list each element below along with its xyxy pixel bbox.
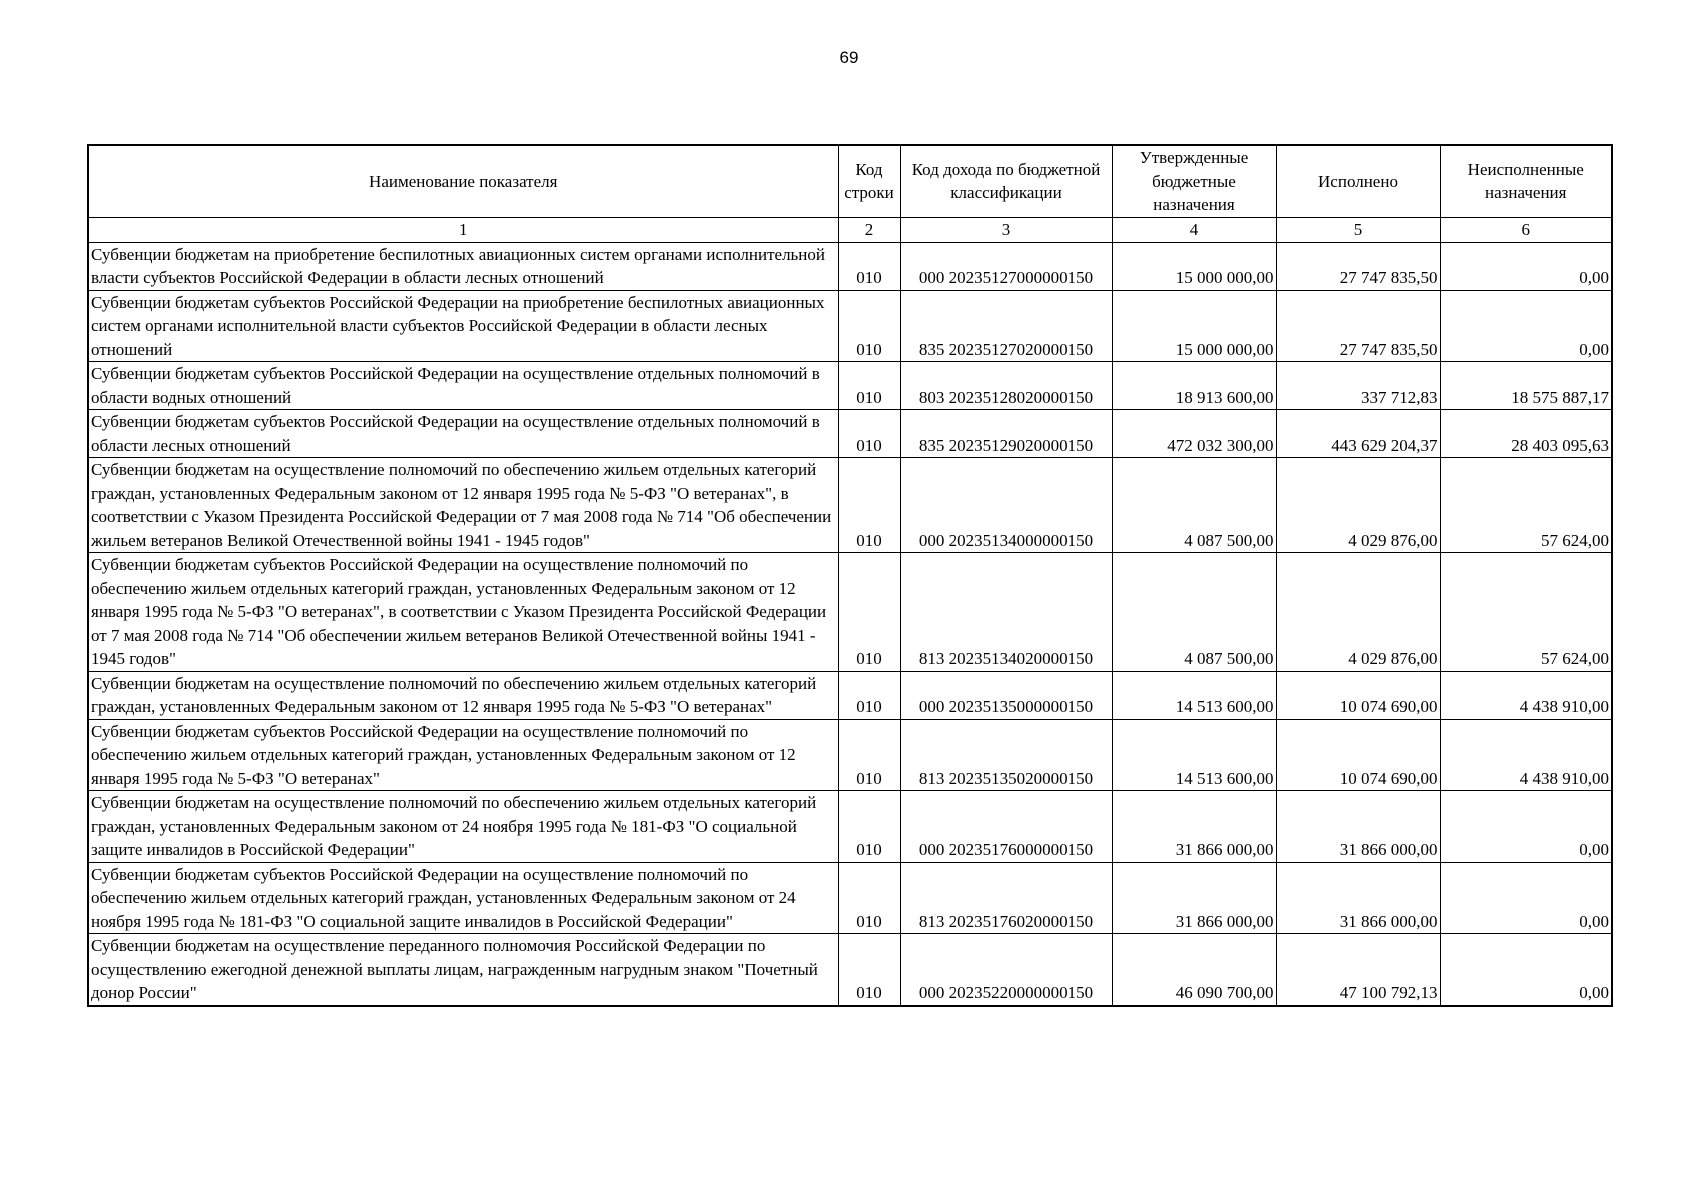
column-number: 6 (1440, 217, 1612, 242)
approved-amount: 472 032 300,00 (1112, 410, 1276, 458)
header-approved: Утвержденные бюджетные назначения (1112, 145, 1276, 217)
approved-amount: 46 090 700,00 (1112, 934, 1276, 1006)
budget-code: 813 20235135020000150 (900, 719, 1112, 791)
line-code: 010 (838, 410, 900, 458)
header-line-code: Код строки (838, 145, 900, 217)
header-executed: Исполнено (1276, 145, 1440, 217)
header-budget-code: Код дохода по бюджетной классификации (900, 145, 1112, 217)
approved-amount: 15 000 000,00 (1112, 290, 1276, 362)
table-row (88, 934, 1612, 1006)
approved-amount: 4 087 500,00 (1112, 553, 1276, 672)
indicator-name: Субвенции бюджетам субъектов Российской Федерации на осуществление полномочий по обеспечению жильем отдельных категорий граждан, установленных Федеральным законом от 24 ноября 1995 года № 181-ФЗ "О социальной защите инвалидов в Российской Федерации" (88, 862, 838, 934)
executed-amount: 4 029 876,00 (1276, 458, 1440, 553)
budget-code: 835 20235129020000150 (900, 410, 1112, 458)
unexecuted-amount: 57 624,00 (1440, 553, 1612, 672)
executed-amount: 337 712,83 (1276, 362, 1440, 410)
line-code: 010 (838, 791, 900, 863)
executed-amount: 31 866 000,00 (1276, 791, 1440, 863)
table-row (88, 458, 1612, 553)
line-code: 010 (838, 458, 900, 553)
table-header-row (88, 145, 1612, 217)
approved-amount: 18 913 600,00 (1112, 362, 1276, 410)
indicator-name: Субвенции бюджетам субъектов Российской Федерации на приобретение беспилотных авиационных систем органами исполнительной власти субъектов Российской Федерации в области лесных отношений (88, 290, 838, 362)
executed-amount: 4 029 876,00 (1276, 553, 1440, 672)
budget-code: 803 20235128020000150 (900, 362, 1112, 410)
indicator-name: Субвенции бюджетам на осуществление полномочий по обеспечению жильем отдельных категорий граждан, установленных Федеральным законом от 12 января 1995 года № 5-ФЗ "О ветеранах", в соответствии с Указом Президента Российской Федерации от 7 мая 2008 года № 714 "Об обеспечении жильем ветеранов Великой Отечественной войны 1941 - 1945 годов" (88, 458, 838, 553)
indicator-name: Субвенции бюджетам на приобретение беспилотных авиационных систем органами исполнительной власти субъектов Российской Федерации в области лесных отношений (88, 242, 838, 290)
column-number: 5 (1276, 217, 1440, 242)
unexecuted-amount: 4 438 910,00 (1440, 671, 1612, 719)
table-row (88, 290, 1612, 362)
budget-code: 813 20235134020000150 (900, 553, 1112, 672)
executed-amount: 27 747 835,50 (1276, 290, 1440, 362)
header-unexecuted: Неисполненные назначения (1440, 145, 1612, 217)
approved-amount: 15 000 000,00 (1112, 242, 1276, 290)
indicator-name: Субвенции бюджетам субъектов Российской Федерации на осуществление отдельных полномочий в области лесных отношений (88, 410, 838, 458)
unexecuted-amount: 18 575 887,17 (1440, 362, 1612, 410)
unexecuted-amount: 0,00 (1440, 934, 1612, 1006)
line-code: 010 (838, 671, 900, 719)
line-code: 010 (838, 553, 900, 672)
approved-amount: 14 513 600,00 (1112, 671, 1276, 719)
line-code: 010 (838, 862, 900, 934)
indicator-name: Субвенции бюджетам субъектов Российской Федерации на осуществление отдельных полномочий в области водных отношений (88, 362, 838, 410)
unexecuted-amount: 0,00 (1440, 242, 1612, 290)
column-number: 2 (838, 217, 900, 242)
executed-amount: 31 866 000,00 (1276, 862, 1440, 934)
indicator-name: Субвенции бюджетам субъектов Российской Федерации на осуществление полномочий по обеспечению жильем отдельных категорий граждан, установленных Федеральным законом от 12 января 1995 года № 5-ФЗ "О ветеранах", в соответствии с Указом Президента Российской Федерации от 7 мая 2008 года № 714 "Об обеспечении жильем ветеранов Великой Отечественной войны 1941 - 1945 годов" (88, 553, 838, 672)
unexecuted-amount: 57 624,00 (1440, 458, 1612, 553)
table-row (88, 242, 1612, 290)
line-code: 010 (838, 934, 900, 1006)
budget-code: 000 20235127000000150 (900, 242, 1112, 290)
table-row (88, 862, 1612, 934)
unexecuted-amount: 0,00 (1440, 290, 1612, 362)
line-code: 010 (838, 290, 900, 362)
approved-amount: 31 866 000,00 (1112, 862, 1276, 934)
line-code: 010 (838, 719, 900, 791)
line-code: 010 (838, 362, 900, 410)
approved-amount: 14 513 600,00 (1112, 719, 1276, 791)
executed-amount: 443 629 204,37 (1276, 410, 1440, 458)
table-row (88, 719, 1612, 791)
unexecuted-amount: 28 403 095,63 (1440, 410, 1612, 458)
header-indicator-name: Наименование показателя (88, 145, 838, 217)
line-code: 010 (838, 242, 900, 290)
indicator-name: Субвенции бюджетам на осуществление переданного полномочия Российской Федерации по осуществлению ежегодной денежной выплаты лицам, награжденным нагрудным знаком "Почетный донор России" (88, 934, 838, 1006)
budget-code: 813 20235176020000150 (900, 862, 1112, 934)
approved-amount: 31 866 000,00 (1112, 791, 1276, 863)
table-row (88, 553, 1612, 672)
table-row (88, 362, 1612, 410)
indicator-name: Субвенции бюджетам на осуществление полномочий по обеспечению жильем отдельных категорий граждан, установленных Федеральным законом от 24 ноября 1995 года № 181-ФЗ "О социальной защите инвалидов в Российской Федерации" (88, 791, 838, 863)
budget-code: 835 20235127020000150 (900, 290, 1112, 362)
unexecuted-amount: 0,00 (1440, 791, 1612, 863)
budget-execution-table (87, 144, 1613, 1007)
table-row (88, 791, 1612, 863)
table-row (88, 410, 1612, 458)
column-number: 3 (900, 217, 1112, 242)
indicator-name: Субвенции бюджетам субъектов Российской Федерации на осуществление полномочий по обеспечению жильем отдельных категорий граждан, установленных Федеральным законом от 12 января 1995 года № 5-ФЗ "О ветеранах" (88, 719, 838, 791)
executed-amount: 27 747 835,50 (1276, 242, 1440, 290)
budget-code: 000 20235220000000150 (900, 934, 1112, 1006)
executed-amount: 47 100 792,13 (1276, 934, 1440, 1006)
executed-amount: 10 074 690,00 (1276, 719, 1440, 791)
column-number: 4 (1112, 217, 1276, 242)
approved-amount: 4 087 500,00 (1112, 458, 1276, 553)
indicator-name: Субвенции бюджетам на осуществление полномочий по обеспечению жильем отдельных категорий граждан, установленных Федеральным законом от 12 января 1995 года № 5-ФЗ "О ветеранах" (88, 671, 838, 719)
column-number-row (88, 217, 1612, 242)
page-number: 69 (839, 48, 859, 67)
budget-code: 000 20235176000000150 (900, 791, 1112, 863)
budget-code: 000 20235135000000150 (900, 671, 1112, 719)
executed-amount: 10 074 690,00 (1276, 671, 1440, 719)
unexecuted-amount: 4 438 910,00 (1440, 719, 1612, 791)
unexecuted-amount: 0,00 (1440, 862, 1612, 934)
budget-code: 000 20235134000000150 (900, 458, 1112, 553)
column-number: 1 (88, 217, 838, 242)
table-row (88, 671, 1612, 719)
